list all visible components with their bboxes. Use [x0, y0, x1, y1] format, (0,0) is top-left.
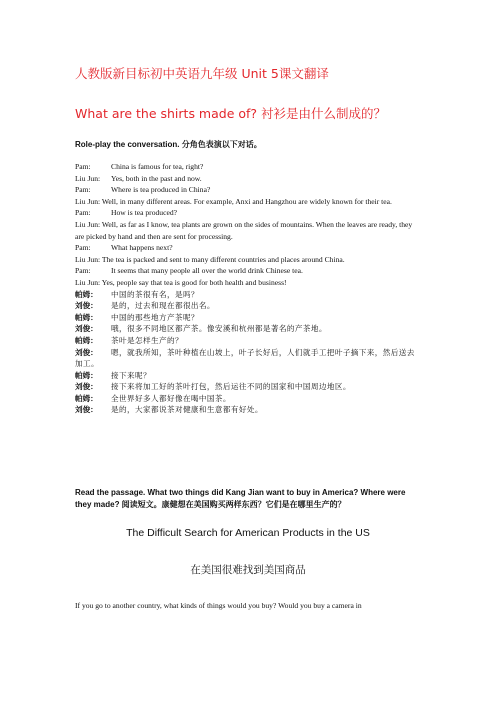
dialogue-line-en [75, 254, 421, 266]
dialogue-text: It seems that many people all over the world drink Chinese tea. [111, 266, 303, 276]
passage-heading-zh: 在美国很难找到美国商品 [190, 564, 306, 576]
dialogue-line-zh [75, 300, 421, 312]
passage-paragraph: If you go to another country, what kinds of things would you buy? Would you buy a camera in [75, 601, 362, 610]
dialogue-text: 是的，过去和现在都很出名。 [111, 301, 215, 311]
dialogue-text: Yes, both in the past and now. [111, 173, 202, 183]
speaker: 刘俊： [75, 382, 98, 392]
dialogue-text: 中国的茶很有名，是吗？ [111, 289, 199, 299]
dialogue-line-zh [75, 335, 421, 347]
dialogue-text: The tea is packed and sent to many different countries and places around China. [101, 254, 345, 264]
speaker: Liu Jun: [75, 196, 101, 206]
dialogue-line-zh [75, 347, 421, 370]
speaker: Pam: [75, 266, 91, 276]
speaker: 刘俊： [75, 347, 98, 357]
dialogue-line-en [75, 184, 421, 196]
dialogue-line-en [75, 219, 421, 242]
speaker: Liu Jun: [75, 254, 101, 264]
speaker: 帕姆： [75, 289, 98, 299]
dialogue-line-en [75, 173, 421, 185]
speaker: Pam: [75, 185, 91, 195]
passage-heading-en: The Difficult Search for American Products in the US [126, 527, 370, 539]
dialogue-line-en [75, 196, 421, 208]
dialogue-text: How is tea produced? [111, 208, 178, 218]
dialogue-text: What happens next? [111, 243, 173, 253]
dialogue-line-zh [75, 404, 421, 416]
speaker: Liu Jun: [75, 219, 101, 229]
speaker: 帕姆： [75, 335, 98, 345]
speaker: 刘俊： [75, 324, 98, 334]
dialogue-line-zh [75, 370, 421, 382]
dialogue-text: 全世界好多人都好像在喝中国茶。 [111, 393, 231, 403]
document-title: 人教版新目标初中英语九年级 Unit 5课文翻译 [75, 66, 329, 81]
roleplay-instruction: Role-play the conversation. 分角色表演以下对话。 [75, 140, 262, 149]
speaker: Pam: [75, 162, 91, 171]
dialogue-line-en [75, 242, 421, 254]
dialogue-text: Where is tea produced in China? [111, 185, 211, 195]
dialogue-line-en [75, 277, 421, 289]
speaker: 刘俊： [75, 405, 98, 415]
dialogue-text: 接下来呢？ [111, 370, 151, 380]
dialogue-line-en [75, 207, 421, 219]
speaker: 帕姆： [75, 393, 98, 403]
speaker: 帕姆： [75, 370, 98, 380]
dialogue-text: 中国的那些地方产茶呢？ [111, 312, 199, 322]
dialogue-text: Well, in many different areas. For example, Anxi and Hangzhou are widely known for their tea. [101, 196, 392, 206]
dialogue-text: 茶叶是怎样生产的？ [111, 335, 183, 345]
reading-question: Read the passage. What two things did Kang Jian want to buy in America? Where were they made? 阅读短文。康健想在美国购买两样东西？它们是在哪里生产的？ [75, 488, 406, 509]
dialogue-line-zh [75, 323, 421, 335]
dialogue-text: Well, as far as I know, tea plants are grown on the sides of mountains. When the leaves are ready, they are picked by hand and then are sent for processing. [75, 219, 413, 241]
dialogue-line-zh [75, 289, 421, 301]
speaker: Pam: [75, 243, 91, 253]
speaker: Pam: [75, 208, 91, 218]
dialogue-line-zh [75, 393, 421, 405]
speaker: 帕姆： [75, 312, 98, 322]
dialogue-text: 哦，很多不同地区都产茶。像安溪和杭州都是著名的产茶地。 [111, 324, 327, 334]
dialogue-text: 接下来将加工好的茶叶打包，然后运往不同的国家和中国周边地区。 [111, 382, 351, 392]
speaker: Liu Jun: [75, 277, 101, 287]
dialogue-line-zh [75, 312, 421, 324]
dialogue-text: Yes, people say that tea is good for both health and business! [101, 277, 287, 287]
dialogue [75, 161, 421, 416]
dialogue-line-zh [75, 381, 421, 393]
dialogue-text: China is famous for tea, right? [111, 162, 204, 171]
dialogue-text: 是的，大家都说茶对健康和生意都有好处。 [111, 405, 263, 415]
dialogue-text: 嗯，就我所知，茶叶种植在山坡上，叶子长好后，人们就手工把叶子摘下来，然后送去加工。 [75, 347, 415, 369]
dialogue-line-en [75, 161, 421, 173]
unit-subtitle: What are the shirts made of? 衬衫是由什么制成的？ [75, 106, 387, 121]
speaker: Liu Jun: [75, 173, 101, 183]
dialogue-line-en [75, 265, 421, 277]
speaker: 刘俊： [75, 301, 98, 311]
